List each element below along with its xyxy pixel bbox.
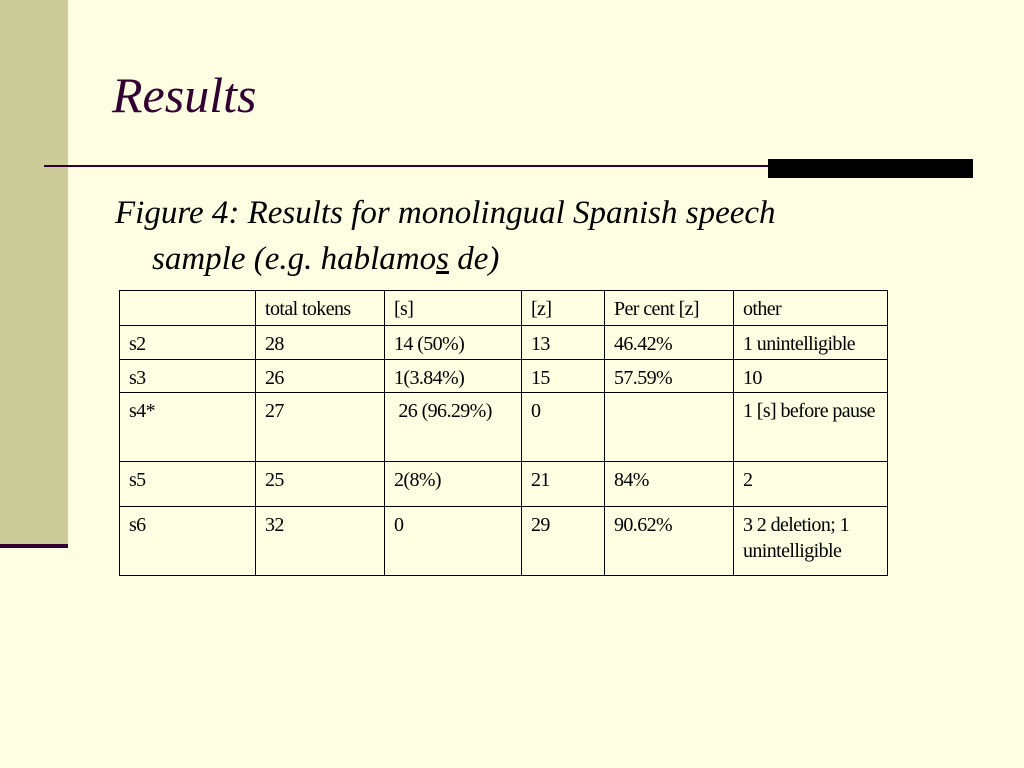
cell-speaker: s5: [120, 462, 256, 507]
cell-percent-z: 46.42%: [605, 326, 734, 360]
caption-line-1: Figure 4: Results for monolingual Spanish speech: [115, 195, 776, 231]
cell-s: 2(8%): [385, 462, 522, 507]
cell-other: 2: [734, 462, 888, 507]
cell-total-tokens: 27: [256, 393, 385, 462]
cell-total-tokens: 25: [256, 462, 385, 507]
cell-total-tokens: 32: [256, 507, 385, 576]
cell-z: 13: [522, 326, 605, 360]
cell-speaker: s2: [120, 326, 256, 360]
caption-line-2-start: sample (e.g. hablamo: [152, 241, 437, 277]
cell-z: 0: [522, 393, 605, 462]
header-cell-speaker: [120, 291, 256, 326]
cell-other: 1 unintelligible: [734, 326, 888, 360]
cell-total-tokens: 26: [256, 360, 385, 393]
cell-s: 1(3.84%): [385, 360, 522, 393]
left-decorative-rule: [0, 544, 68, 548]
cell-z: 15: [522, 360, 605, 393]
caption-underlined-letter: s: [436, 241, 449, 277]
table-row: [120, 326, 888, 360]
results-table: [119, 290, 888, 576]
cell-percent-z: [605, 393, 734, 462]
cell-percent-z: 84%: [605, 462, 734, 507]
cell-speaker: s4*: [120, 393, 256, 462]
cell-speaker: s3: [120, 360, 256, 393]
title-underline-accent-bar: [768, 159, 973, 178]
table-row: [120, 507, 888, 576]
title-underline-rule: [44, 165, 774, 167]
cell-other: 3 2 deletion; 1 unintelligible: [734, 507, 888, 576]
left-decorative-band: [0, 0, 68, 548]
cell-s: 26 (96.29%): [385, 393, 522, 462]
header-cell-percent-z: Per cent [z]: [605, 291, 734, 326]
table-header-row: [120, 291, 888, 326]
table-row: [120, 360, 888, 393]
cell-z: 29: [522, 507, 605, 576]
cell-other: 1 [s] before pause: [734, 393, 888, 462]
caption-line-2: [115, 236, 955, 282]
caption-line-2-end: de): [448, 241, 500, 277]
slide-title: Results: [112, 67, 257, 123]
header-cell-z: [z]: [522, 291, 605, 326]
table-row: [120, 462, 888, 507]
header-cell-other: other: [734, 291, 888, 326]
cell-percent-z: 57.59%: [605, 360, 734, 393]
table-row: [120, 393, 888, 462]
header-cell-s: [s]: [385, 291, 522, 326]
cell-s: 0: [385, 507, 522, 576]
cell-speaker: s6: [120, 507, 256, 576]
figure-caption: [115, 190, 955, 282]
header-cell-total-tokens: total tokens: [256, 291, 385, 326]
cell-other: 10: [734, 360, 888, 393]
cell-total-tokens: 28: [256, 326, 385, 360]
cell-z: 21: [522, 462, 605, 507]
cell-s: 14 (50%): [385, 326, 522, 360]
cell-percent-z: 90.62%: [605, 507, 734, 576]
